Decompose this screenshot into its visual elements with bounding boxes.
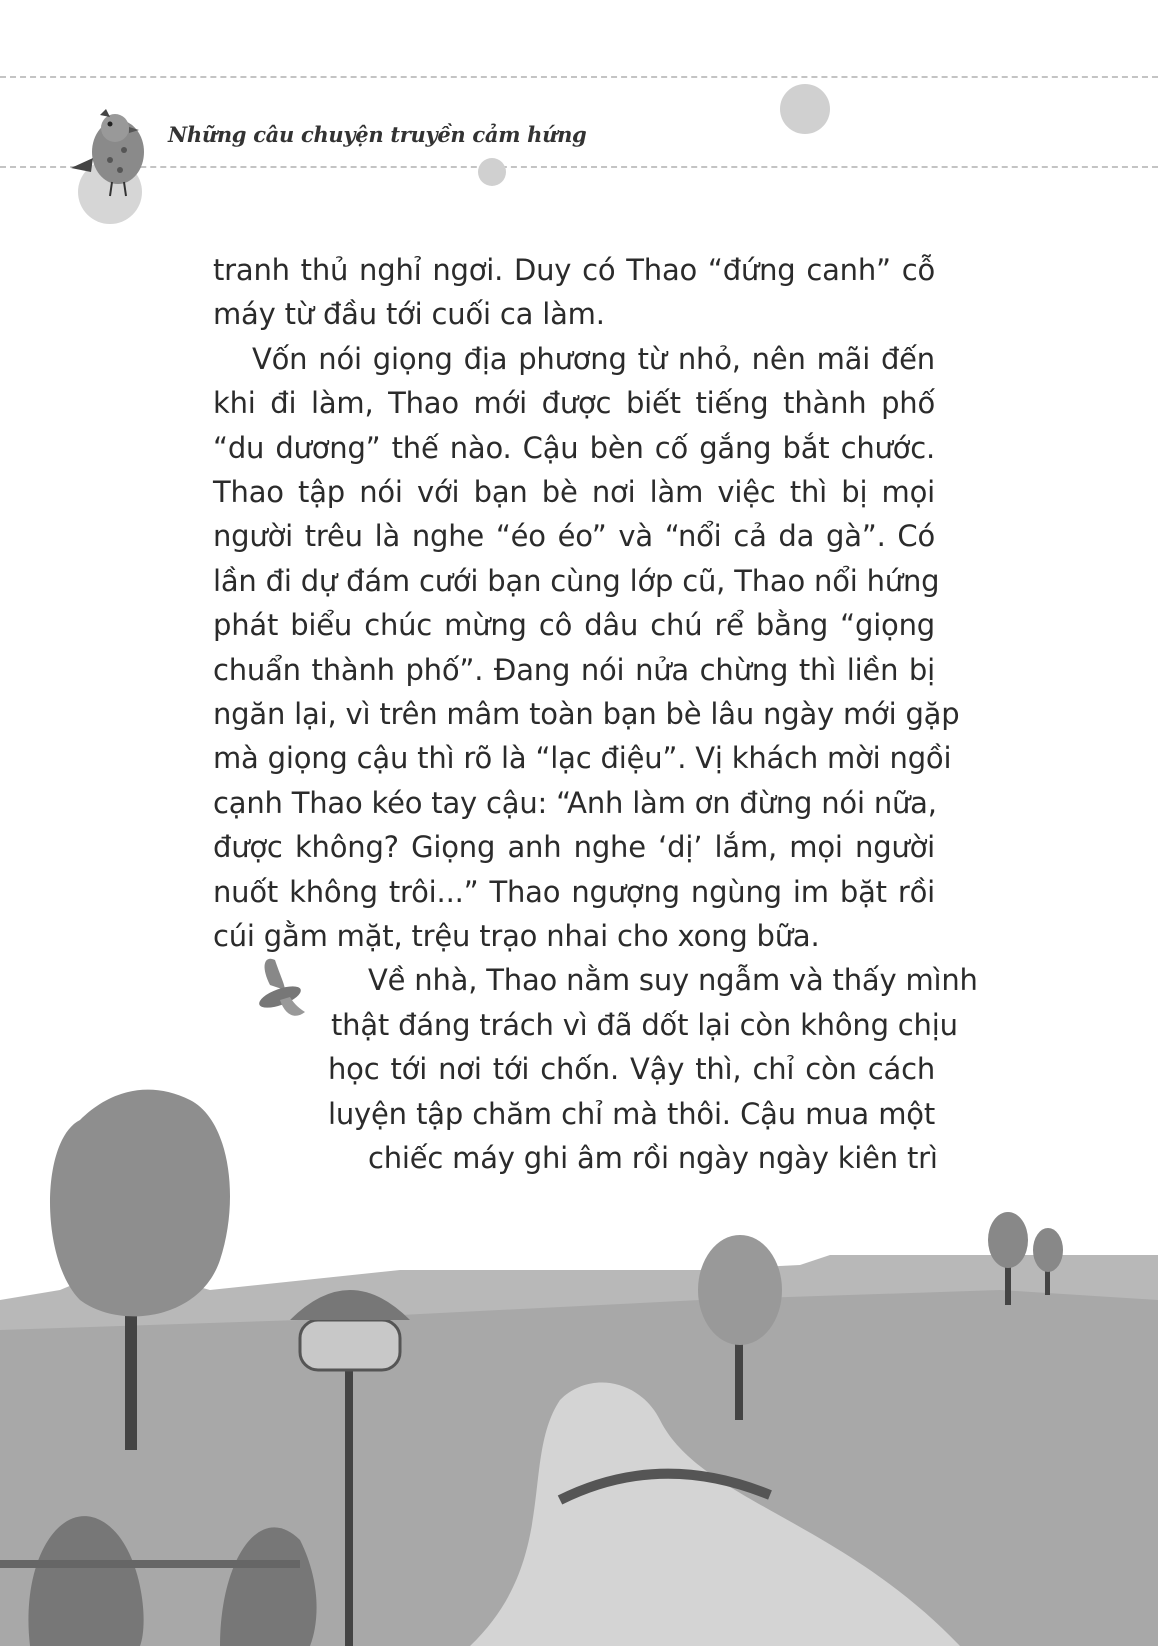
text-line: lần đi dự đám cưới bạn cùng lớp cũ, Thao nổi hứng	[213, 563, 940, 598]
header-decoration	[0, 0, 1158, 240]
tree	[988, 1212, 1063, 1305]
tree	[698, 1235, 782, 1420]
text-line: được không? Giọng anh nghe ‘dị’ lắm, mọi người	[213, 830, 935, 865]
river	[470, 1383, 960, 1646]
circle-decoration	[478, 158, 506, 186]
text-line: cúi gằm mặt, trệu trạo nhai cho xong bữa.	[213, 919, 820, 953]
text-line: luyện tập chăm chỉ mà thôi. Cậu mua một	[328, 1096, 935, 1131]
field	[0, 1290, 1158, 1646]
mailbox-post	[290, 1290, 410, 1646]
text-line: phát biểu chúc mừng cô dâu chú rể bằng “giọng	[213, 608, 935, 643]
text-line: Vốn nói giọng địa phương từ nhỏ, nên mãi đến	[252, 341, 935, 376]
text-line: máy từ đầu tới cuối ca làm.	[213, 297, 605, 332]
text-line: ngăn lại, vì trên mâm toàn bạn bè lâu ngày mới gặp	[213, 697, 960, 731]
text-line: tranh thủ nghỉ ngơi. Duy có Thao “đứng canh” cỗ	[213, 253, 935, 287]
text-line: Thao tập nói với bạn bè nơi làm việc thì bị mọi	[213, 475, 935, 509]
text-line: “du dương” thế nào. Cậu bèn cố gắng bắt chước.	[213, 430, 935, 465]
text-line: học tới nơi tới chốn. Vậy thì, chỉ còn cách	[328, 1052, 935, 1087]
hills	[0, 1255, 1158, 1646]
text-line: khi đi làm, Thao mới được biết tiếng thành phố	[213, 386, 935, 421]
running-header-title: Những câu chuyện truyền cảm hứng	[168, 122, 587, 147]
text-line: thật đáng trách vì đã dốt lại còn không chịu	[331, 1007, 958, 1042]
text-line: cạnh Thao kéo tay cậu: “Anh làm ơn đừng nói nữa,	[213, 785, 937, 820]
text-line: nuốt không trôi...” Thao ngượng ngùng im bặt rồi	[213, 874, 935, 909]
text-line: chiếc máy ghi âm rồi ngày ngày kiên trì	[368, 1141, 938, 1175]
tree	[50, 1090, 230, 1450]
circle-decoration	[780, 84, 830, 134]
text-line: Về nhà, Thao nằm suy ngẫm và thấy mình	[368, 963, 978, 998]
text-line: người trêu là nghe “éo éo” và “nổi cả da gà”. Có	[213, 519, 935, 554]
text-line: mà giọng cậu thì rõ là “lạc điệu”. Vị khách mời ngồi	[213, 741, 952, 776]
flying-bird-icon	[257, 959, 305, 1016]
plants	[0, 1516, 317, 1646]
text-line: chuẩn thành phố”. Đang nói nửa chừng thì liền bị	[213, 652, 935, 687]
bridge	[560, 1474, 770, 1500]
